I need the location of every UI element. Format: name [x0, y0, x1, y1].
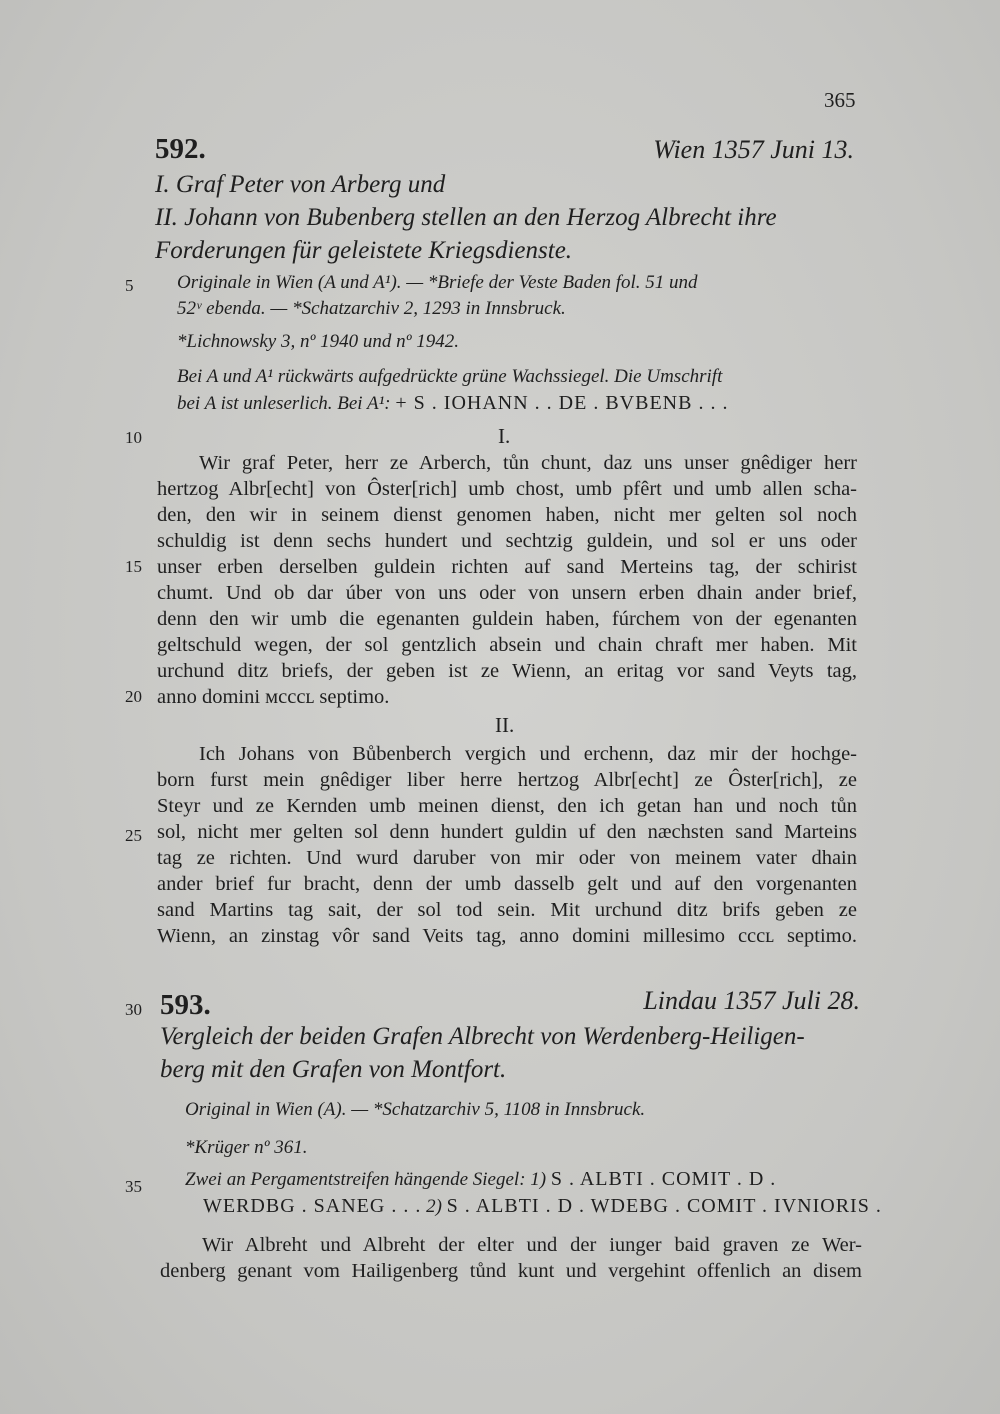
- seal-text: 2): [426, 1196, 442, 1217]
- line-number: 10: [125, 428, 142, 447]
- text-line: tag ze richten. Und wurd daruber von mir oder von meinem vater dhain: [157, 847, 857, 869]
- source-line: Originale in Wien (A und A¹). — *Briefe der Veste Baden fol. 51 und: [177, 272, 698, 293]
- page-number: 365: [824, 88, 856, 112]
- entry-dateline-592: Wien 1357 Juni 13.: [653, 135, 854, 164]
- text-line: ander brief fur bracht, denn der umb dasselb gelt und auf den vorgenanten: [157, 873, 857, 895]
- line-number: 30: [125, 1000, 142, 1019]
- text-line: unser erben derselben guldein richten auf sand Merteins tag, der schirist: [157, 556, 857, 578]
- line-number: 15: [125, 557, 142, 576]
- text-line: denberg genant vom Hailigenberg tůnd kunt und vergehint offenlich an disem: [160, 1260, 862, 1282]
- seal-legend: WERDBG . SANEG . . .: [203, 1195, 422, 1217]
- entry-dateline-593: Lindau 1357 Juli 28.: [643, 986, 860, 1015]
- literature-note-592: *Lichnowsky 3, nº 1940 und nº 1942.: [177, 331, 459, 352]
- heading-line: berg mit den Grafen von Montfort.: [160, 1056, 507, 1083]
- text-line: den, den wir in seinem dienst genomen haben, nicht mer gelten sol noch: [157, 504, 857, 526]
- text-line: sol, nicht mer gelten sol denn hundert guldin uf den næchsten sand Marteins: [157, 821, 857, 843]
- text-line: sand Martins tag sait, der sol tod sein. Mit urchund ditz brifs geben ze: [157, 899, 857, 921]
- source-note-593: Original in Wien (A). — *Schatzarchiv 5, 1108 in Innsbruck.: [185, 1099, 646, 1120]
- part-label-ii: II.: [495, 713, 515, 737]
- text-line: Ich Johans von Bůbenberch vergich und erchenn, daz mir der hochge-: [199, 743, 857, 765]
- seal-text: bei A ist unleserlich. Bei A¹:: [177, 393, 391, 414]
- text-line: geltschuld wegen, der sol gentzlich absein und chain chraft mer haben. Mit: [157, 634, 857, 656]
- text-line: Wir Albreht und Albreht der elter und der iunger baid graven ze Wer-: [202, 1234, 862, 1256]
- text-line: born furst mein gnêdiger liber herre hertzog Albr[echt] ze Ôster[rich], ze: [157, 769, 857, 791]
- seal-text: Zwei an Pergamentstreifen hängende Siegel: 1): [185, 1169, 547, 1190]
- text-line: urchund ditz briefs, der geben ist ze Wienn, an eritag vor sand Veyts tag,: [157, 660, 857, 682]
- text-line: anno domini ᴍcccʟ septimo.: [157, 686, 390, 708]
- heading-line: Forderungen für geleistete Kriegsdienste.: [155, 237, 573, 264]
- seal-line: [185, 1193, 882, 1220]
- entry-number-592: 592.: [155, 133, 206, 165]
- seal-note-593: [185, 1166, 882, 1220]
- entry-heading-593: [160, 1020, 860, 1086]
- literature-note-593: *Krüger nº 361.: [185, 1137, 308, 1158]
- document-text-part-ii: [157, 741, 857, 949]
- seal-legend: S . ALBTI . COMIT . D .: [550, 1168, 777, 1190]
- line-number: 20: [125, 687, 142, 706]
- seal-legend: + S . IOHANN . . DE . BVBENB . . .: [395, 392, 729, 414]
- seal-line: Bei A und A¹ rückwärts aufgedrückte grüne Wachssiegel. Die Umschrift: [177, 366, 723, 387]
- text-line: Steyr und ze Kernden umb meinen dienst, den ich getan han und noch tůn: [157, 795, 857, 817]
- entry-heading-592: [155, 168, 855, 267]
- seal-note-592: [177, 364, 728, 417]
- text-line: Wir graf Peter, herr ze Arberch, tůn chunt, daz uns unser gnêdiger herr: [199, 452, 857, 474]
- part-label-i: I.: [498, 424, 511, 448]
- text-line: chumt. Und ob dar úber von uns oder von unsern erben dhain ander brief,: [157, 582, 857, 604]
- heading-line: I. Graf Peter von Arberg und: [155, 171, 446, 198]
- source-note-592: [177, 270, 698, 322]
- seal-line: [185, 1166, 882, 1193]
- text-line: schuldig ist denn sechs hundert und sechtzig guldein, und sol er uns oder: [157, 530, 857, 552]
- seal-line: [177, 390, 728, 417]
- heading-line: Vergleich der beiden Grafen Albrecht von Werdenberg-Heiligen-: [160, 1023, 805, 1050]
- text-line: denn den wir umb die egenanten guldein haben, fúrchem von der egenanten: [157, 608, 857, 630]
- document-text-part-i: [157, 450, 857, 710]
- heading-line: II. Johann von Bubenberg stellen an den Herzog Albrecht ihre: [155, 204, 777, 231]
- text-line: Wienn, an zinstag vôr sand Veits tag, anno domini millesimo cccʟ septimo.: [157, 925, 857, 947]
- source-line: 52ᵛ ebenda. — *Schatzarchiv 2, 1293 in Innsbruck.: [177, 298, 566, 319]
- entry-number-593: 593.: [160, 989, 211, 1021]
- line-number: 35: [125, 1177, 142, 1196]
- document-text-593: [160, 1232, 862, 1284]
- text-line: hertzog Albr[echt] von Ôster[rich] umb chost, umb pfêrt und umb allen scha-: [157, 478, 857, 500]
- seal-legend: S . ALBTI . D . WDEBG . COMIT . IVNIORIS .: [446, 1195, 882, 1217]
- line-number: 25: [125, 826, 142, 845]
- line-number: 5: [125, 276, 134, 295]
